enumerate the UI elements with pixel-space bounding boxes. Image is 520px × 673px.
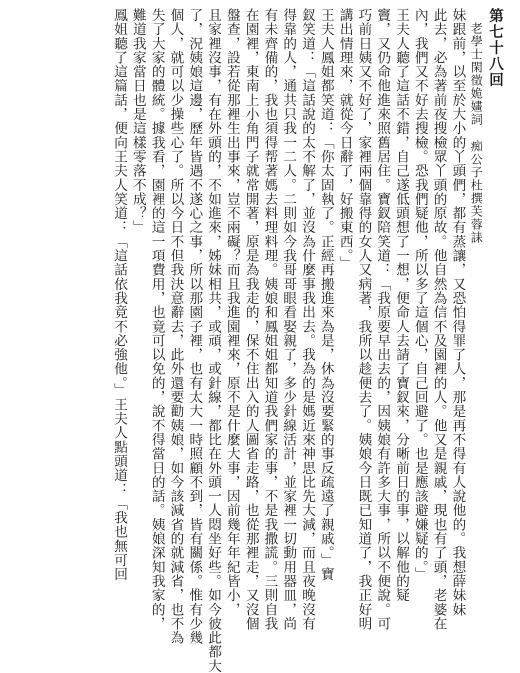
text-line: 有未齊備的，我也須得帮著媽去料理料理。姨娘和鳳姐姐都知道我們家的事，不是我撒謊。三則自我 xyxy=(261,8,278,631)
couplet-gap xyxy=(476,126,477,140)
text-line: 難道我家當日也是這樣零落不成？」 xyxy=(129,8,146,235)
text-line: 釵笑道：「這話說的太不解了，並沒為什麼事我出去。我為的是媽近來神思比先大減，而且夜晚沒有 xyxy=(299,8,316,631)
text-line: 失了大家的體統。據我看，園裡的這一項費用，也竟可以免的，說不得當日的話。姨娘深知我家的， xyxy=(148,8,165,631)
text-line: 了，況姨娘這邊，歷年皆遇不遂心之事，所以那園子裡，也有太大一時照顧不到，皆有關係。惟有少幾 xyxy=(186,8,203,645)
text-line: 妹跟前，以至於大小的丫頭們，都有蒸讓，又恐怕得罪了人，那是再不得有人說他的。我想薛妹妹 xyxy=(449,8,466,617)
chapter-title: 第七十八回 xyxy=(487,8,504,88)
text-line: 竇，又仍命他進來照舊居住。寶釵陪笑道：「我原要早出去的，因姨娘有許多大事，所以不便說。可 xyxy=(374,8,391,631)
text-line: 鳳姐聽了這篇話，便向王夫人笑道：「這話依我竟不必強他。」王夫人點頭道：「我也無可回 xyxy=(111,8,128,582)
text-line: 巧前日姨又不好了，家裡兩個靠得的女人又病著，我所以趁便去了。姨娘今日既已知道了，我正好明 xyxy=(355,8,372,631)
text-line: 盤查，設若從那裡生出事來，豈不兩礙？而且我進園裡來，原不是什麼大事，因前幾年年紀皆小， xyxy=(223,8,240,617)
text-line: 此去，必為著前夜搜檢眾丫頭的原故。他自然為信不及園裡的人。他又是親戚，現也有了頭，老婆在 xyxy=(430,8,447,631)
text-line: 在園裡，東南上小角門子就常開著，原是為我走的，保不住出入的人圖省走路，也從那裡走，又沒個 xyxy=(242,8,259,631)
text-line: 講出情理來，就從今日辭了，好搬東西。」 xyxy=(336,8,353,271)
text-line: 且家裡沒事，有在外頭的，不如進來，姊妹相共，或頑，或針線，都比在外頭一人悶坐好些。如今彼此都大 xyxy=(205,8,222,673)
vertical-text-block xyxy=(109,8,504,673)
chapter-couplet-second: 痴公子杜撰芙蓉誄 xyxy=(469,140,484,244)
chapter-couplet xyxy=(466,8,485,490)
text-line: 個人，就可以少操些心了。所以今日不但我決意辭去，此外還要勸姨娘，如今該減省的就減省，也不為 xyxy=(167,8,184,645)
text-line: 得靠的人，通共只我一二人。二則如今我哥哥眼看娶親了，多少針線活計，並家裡一切動用器皿，尚 xyxy=(280,8,297,631)
text-line: 內，我們又不好去搜檢。恐我們疑他，所以多了這個心，自己回避了。也是應該避嫌疑的。」 xyxy=(411,8,428,582)
text-line: 王夫人聽了這話不錯，自己遂低頭想了一想，便命人去請了寶釵來，分晰前日的事，以解他的疑 xyxy=(393,8,410,603)
chapter-couplet-first: 老學士閑徵姽嫿詞 xyxy=(469,22,484,126)
text-line: 王夫人鳳姐都笑道：「你太固執了。正經再搬進來為是，休為沒要緊的事反疏遠了親戚。」寶 xyxy=(317,8,334,582)
